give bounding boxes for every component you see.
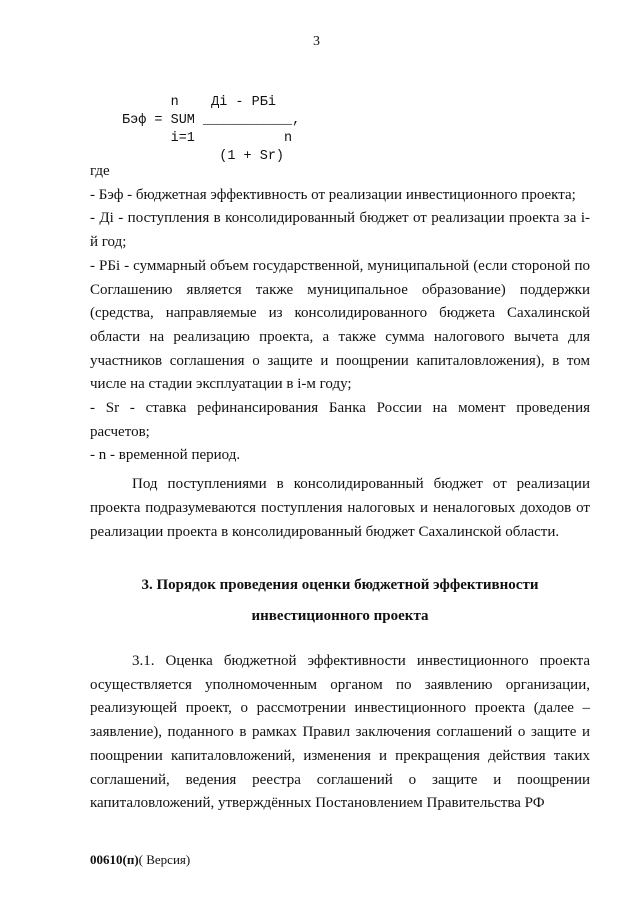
formula-line-1: n Дi - РБi <box>122 95 276 110</box>
formula-line-4: (1 + Sr) <box>122 149 285 164</box>
definition-item: - Бэф - бюджетная эффективность от реализации инвестиционного проекта; <box>90 186 576 203</box>
paragraph-3-1: 3.1. Оценка бюджетной эффективности инвестиционного проекта осуществляется уполномоченным органом по заявлению организации, реализующей проект, о рассмотрении инвестиционного проекта (далее – заявление), поданного в рамках Правил заключения соглашений о защите и поощрении капиталовложений, изменения и прекращения действия таких соглашений, ведения реестра соглашений о защите и поощрении капиталовложений, утверждённых Постановлением Правительства РФ <box>90 653 590 812</box>
definition-item: - n - временной период. <box>90 447 241 464</box>
definition-item: - Дi - поступления в консолидированный бюджет от реализации проекта за i-й год; <box>90 210 590 251</box>
budget-efficiency-formula <box>122 94 300 166</box>
section-title-line-2: инвестиционного проекта <box>251 608 429 624</box>
footer-suffix: ( Версия) <box>138 852 191 867</box>
definitions-block <box>90 160 590 544</box>
section-heading <box>90 570 590 632</box>
formula-line-2: Бэф = SUM ___________, <box>122 113 301 128</box>
page-number: 3 <box>313 34 320 49</box>
definition-item: - РБi - суммарный объем государственной, муниципальной (если стороной по Соглашению является также муниципальное образование) поддержки (средства, направляемые из консолидированного бюджета Сахалинской области на реализацию проекта, а также сумма налогового вычета для участников соглашения о защите и поощрении капиталовложения), в том числе на стадии эксплуатации в i-м году; <box>90 257 590 393</box>
definitions-intro: где <box>90 163 110 179</box>
definition-item: - Sr - ставка рефинансирования Банка России на момент проведения расчетов; <box>90 400 590 440</box>
footer-code: 00610(п) <box>90 852 139 867</box>
section-title-line-1: 3. Порядок проведения оценки бюджетной эффективности <box>141 577 539 593</box>
section-body <box>90 650 590 816</box>
formula-line-3: i=1 n <box>122 131 293 146</box>
income-paragraph: Под поступлениями в консолидированный бюджет от реализации проекта подразумеваются поступления налоговых и неналоговых доходов от реализации проекта в консолидированный бюджет Сахалинской области. <box>90 476 590 540</box>
document-footer <box>90 852 190 868</box>
